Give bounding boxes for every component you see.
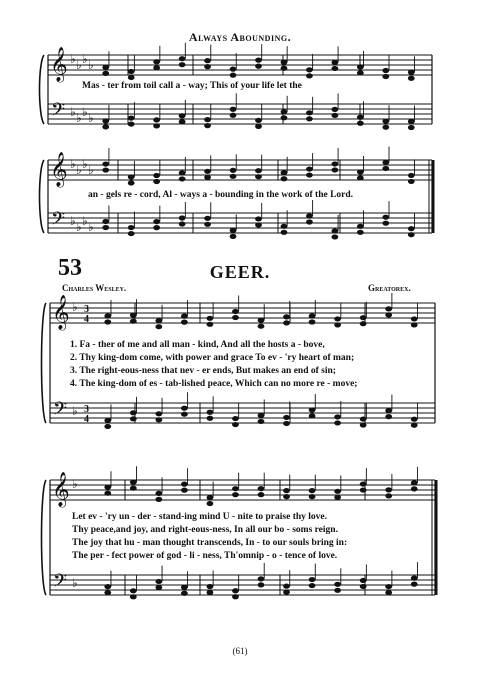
flat-sign: ♭ [88,163,94,177]
note-head [309,577,316,582]
system-brace [42,480,47,595]
note-head [283,320,290,325]
note-head [255,64,262,69]
note-head [357,175,364,180]
flat-sign: ♭ [82,105,88,119]
note-head [155,491,162,496]
note-head [306,73,313,78]
note-head [230,228,237,233]
note-head [181,406,188,411]
note-head [130,416,137,421]
note-head [258,419,265,424]
note-head [230,67,237,72]
note-head [255,124,262,129]
note-head [207,322,214,327]
note-head [385,590,392,595]
note-head [128,231,135,236]
note-head [382,74,389,79]
note-head [181,314,188,319]
note-head [232,315,239,320]
note-head [102,124,109,129]
note-head [179,119,186,124]
note-head [360,315,367,320]
note-head [309,494,316,499]
note-head [204,175,211,180]
note-head [306,166,313,171]
note-head [104,313,111,318]
note-head [408,125,415,130]
note-head [255,118,262,123]
note-head [360,416,367,421]
note-head [331,228,338,233]
note-head [104,319,111,324]
note-head [306,67,313,72]
note-head [331,60,338,65]
note-head [204,216,211,221]
note-head [232,492,239,497]
note-head [408,226,415,231]
note-head [230,73,237,78]
note-head [281,176,288,181]
note-head [102,161,109,166]
note-head [283,421,290,426]
note-head [385,584,392,589]
section-title: Always Abounding. [188,30,292,44]
note-head [204,58,211,63]
bass-clef: 𝄢 [51,209,66,234]
note-head [155,411,162,416]
note-head [281,115,288,120]
note-head [153,179,160,184]
note-head [204,123,211,128]
note-head [334,588,341,593]
hymn-title: GEER. [209,262,271,282]
note-head [331,234,338,239]
stanza-line: 4. The king-dom of es - tab-lished peace, Which can no more re - move; [70,379,358,389]
note-head [128,174,135,179]
note-head [179,176,186,181]
composer-credit: Greatorex. [368,283,411,293]
note-head [104,485,111,490]
note-head [204,117,211,122]
note-head [230,113,237,118]
note-head [411,576,418,581]
note-head [360,487,367,492]
note-head [102,118,109,123]
note-head [408,76,415,81]
note-head [411,480,418,485]
stanza-line: Let ev - 'ry un - der - stand-ing mind U - nite to praise thy love. [72,512,327,522]
author-credit: Charles Wesley. [62,283,127,293]
note-head [204,222,211,227]
note-head [309,583,316,588]
note-head [102,167,109,172]
note-head [411,423,418,428]
note-head [232,309,239,314]
time-signature: 4 [84,414,89,425]
note-head [306,116,313,121]
note-head [331,167,338,172]
note-head [357,224,364,229]
note-head [181,488,188,493]
note-head [153,117,160,122]
note-head [408,179,415,184]
note-head [281,224,288,229]
note-head [334,420,341,425]
note-head [283,314,290,319]
note-head [232,594,239,599]
note-head [155,318,162,323]
note-head [255,216,262,221]
note-head [207,495,214,500]
note-head [385,408,392,413]
note-head [102,225,109,230]
note-head [104,424,111,429]
note-head [204,169,211,174]
note-head [258,318,265,323]
note-head [283,415,290,420]
note-head [104,491,111,496]
note-head [181,320,188,325]
note-head [130,319,137,324]
note-head [181,591,188,596]
flat-sign: ♭ [88,220,94,234]
note-head [408,232,415,237]
note-head [408,119,415,124]
note-head [179,215,186,220]
note-head [155,497,162,502]
note-head [309,319,316,324]
note-head [130,410,137,415]
note-head [331,66,338,71]
note-head [130,594,137,599]
note-head [258,413,265,418]
bass-clef: 𝄢 [53,571,68,596]
note-head [128,115,135,120]
note-head [385,414,392,419]
flat-sign: ♭ [72,300,78,314]
note-head [331,113,338,118]
flat-sign: ♭ [70,157,76,171]
note-head [255,174,262,179]
note-head [385,493,392,498]
flat-sign: ♭ [76,58,82,72]
system-brace [42,303,47,423]
note-head [153,123,160,128]
note-head [204,64,211,69]
flat-sign: ♭ [76,220,82,234]
note-head [306,213,313,218]
note-head [258,324,265,329]
note-head [357,70,364,75]
note-head [382,68,389,73]
note-head [153,219,160,224]
note-head [360,422,367,427]
note-head [360,481,367,486]
note-head [230,234,237,239]
stanza-line: 1. Fa - ther of me and all man - kind, And all the hosts a - bove, [70,340,325,350]
note-head [179,113,186,118]
note-head [128,121,135,126]
note-head [104,584,111,589]
treble-clef: 𝄞 [50,152,68,187]
note-head [102,65,109,70]
hymn-number: 53 [58,255,82,281]
note-head [411,316,418,321]
lyric-line: an - gels re - cord, Al - ways a - bounding in the work of the Lord. [88,190,354,200]
flat-sign: ♭ [82,157,88,171]
system-brace [40,160,45,233]
note-head [128,225,135,230]
note-head [155,417,162,422]
note-head [306,110,313,115]
note-head [411,322,418,327]
note-head [155,324,162,329]
flat-sign: ♭ [88,111,94,125]
note-head [360,578,367,583]
note-head [334,316,341,321]
note-head [385,306,392,311]
note-head [181,482,188,487]
note-head [309,488,316,493]
flat-sign: ♭ [70,105,76,119]
note-head [207,410,214,415]
note-head [255,58,262,63]
note-head [258,582,265,587]
note-head [128,69,135,74]
note-head [309,413,316,418]
note-head [281,66,288,71]
note-head [230,174,237,179]
note-head [309,313,316,318]
note-head [207,584,214,589]
note-head [382,166,389,171]
flat-sign: ♭ [76,163,82,177]
note-head [102,71,109,76]
note-head [232,588,239,593]
time-signature: 3 [84,404,89,415]
note-head [128,180,135,185]
note-head [128,75,135,80]
stanza-line: 3. The right-eous-ness that nev - er ends, But makes an end of sin; [70,366,336,376]
note-head [281,109,288,114]
note-head [258,492,265,497]
note-head [155,579,162,584]
note-head [153,225,160,230]
note-head [130,486,137,491]
lyric-line: Mas - ter from toil call a - way; This of your life let the [82,81,302,91]
treble-clef: 𝄞 [52,472,70,507]
note-head [130,588,137,593]
note-head [283,590,290,595]
note-head [102,219,109,224]
note-head [230,168,237,173]
note-head [382,160,389,165]
stanza-line: The joy that hu - man thought transcends, In - to our souls bring in: [72,538,348,548]
note-head [334,489,341,494]
note-head [334,414,341,419]
time-signature: 3 [84,304,89,315]
flat-sign: ♭ [72,576,78,590]
flat-sign: ♭ [82,214,88,228]
note-head [382,221,389,226]
note-head [207,416,214,421]
note-head [255,222,262,227]
treble-clef: 𝄞 [50,47,68,82]
note-head [258,486,265,491]
note-head [385,312,392,317]
note-head [153,173,160,178]
note-head [104,590,111,595]
note-head [334,582,341,587]
note-head [232,486,239,491]
note-head [382,119,389,124]
note-head [334,495,341,500]
note-head [258,576,265,581]
note-head [207,501,214,506]
page-number: (61) [232,646,248,656]
note-head [411,417,418,422]
note-head [306,172,313,177]
note-head [331,107,338,112]
note-head [281,170,288,175]
note-head [181,412,188,417]
flat-sign: ♭ [76,111,82,125]
note-head [155,585,162,590]
note-head [130,480,137,485]
note-head [331,161,338,166]
bass-clef: 𝄢 [51,100,66,125]
note-head [385,487,392,492]
note-head [181,585,188,590]
treble-clef: 𝄞 [52,295,70,330]
note-head [207,590,214,595]
note-head [382,215,389,220]
note-head [334,322,341,327]
flat-sign: ♭ [88,58,94,72]
note-head [309,407,316,412]
system-brace [40,55,45,124]
note-head [104,418,111,423]
note-head [283,494,290,499]
note-head [360,584,367,589]
note-head [357,230,364,235]
bass-clef: 𝄢 [53,399,68,424]
note-head [283,488,290,493]
flat-sign: ♭ [70,214,76,228]
note-head [179,56,186,61]
note-head [382,125,389,130]
note-head [153,59,160,64]
flat-sign: ♭ [70,52,76,66]
stanza-line: 2. Thy king-dom come, with power and grace To ev - 'ry heart of man; [70,353,355,363]
time-signature: 4 [84,314,89,325]
note-head [357,64,364,69]
note-head [232,422,239,427]
note-head [153,65,160,70]
flat-sign: ♭ [72,404,78,418]
note-head [360,321,367,326]
stanza-line: Thy peace,and joy, and right-eous-ness, In all our bo - soms reign. [72,525,338,535]
note-head [255,168,262,173]
flat-sign: ♭ [72,477,78,491]
note-head [357,121,364,126]
note-head [179,62,186,67]
note-head [281,230,288,235]
note-head [283,584,290,589]
note-head [179,221,186,226]
note-head [207,316,214,321]
note-head [411,582,418,587]
note-head [281,60,288,65]
note-head [357,115,364,120]
flat-sign: ♭ [82,52,88,66]
note-head [408,70,415,75]
note-head [179,170,186,175]
note-head [232,416,239,421]
note-head [357,169,364,174]
note-head [230,107,237,112]
note-head [306,219,313,224]
note-head [408,173,415,178]
stanza-line: The per - fect power of god - li - ness, Th'omnip - o - tence of love. [72,551,338,561]
note-head [411,486,418,491]
note-head [130,313,137,318]
